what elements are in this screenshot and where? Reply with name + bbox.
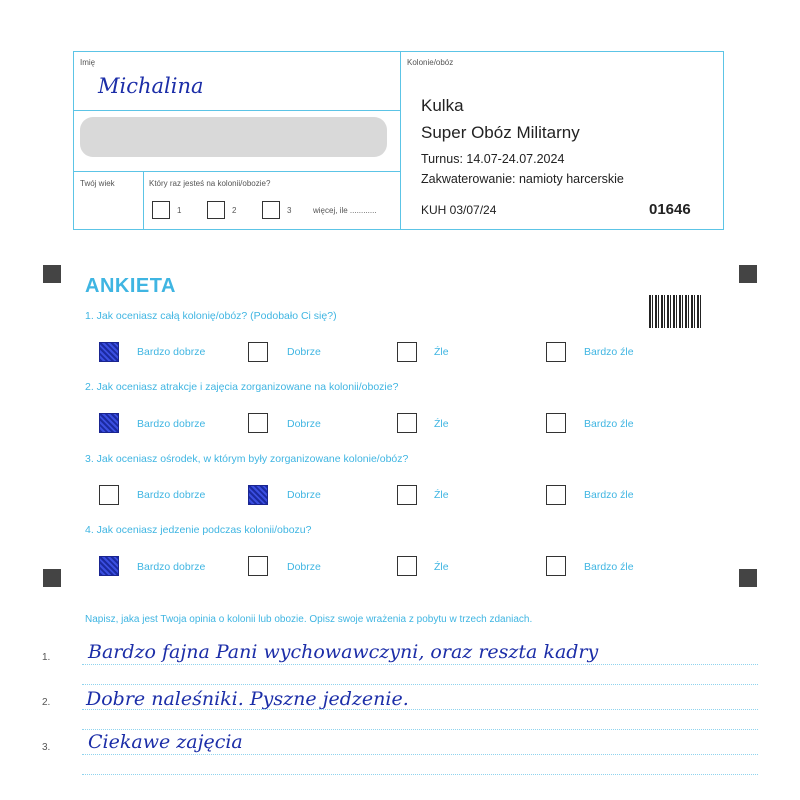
q4-option-dobrze[interactable] bbox=[248, 556, 268, 576]
divider bbox=[143, 171, 144, 230]
q3-label-bardzo-zle: Bardzo źle bbox=[584, 489, 634, 501]
opinion-answer-1[interactable]: Bardzo fajna Pani wychowawczyni, oraz reszta kadry bbox=[88, 641, 599, 663]
q1-label-bardzo-dobrze: Bardzo dobrze bbox=[137, 346, 206, 358]
divider bbox=[74, 110, 400, 111]
camp-turnus: Turnus: 14.07-24.07.2024 bbox=[421, 152, 565, 166]
q4-label-bardzo-dobrze: Bardzo dobrze bbox=[137, 561, 206, 573]
answer-line bbox=[82, 754, 758, 755]
line-number: 1. bbox=[42, 652, 51, 663]
q1-label-bardzo-zle: Bardzo źle bbox=[584, 346, 634, 358]
q4-label-zle: Źle bbox=[434, 561, 449, 573]
q3-option-dobrze[interactable] bbox=[248, 485, 268, 505]
q1-label-zle: Źle bbox=[434, 346, 449, 358]
q1-option-bardzo-zle[interactable] bbox=[546, 342, 566, 362]
divider bbox=[400, 52, 401, 229]
camp-label: Kolonie/obóz bbox=[407, 58, 454, 67]
answer-line bbox=[82, 709, 758, 710]
opinion-answer-2[interactable]: Dobre naleśniki. Pyszne jedzenie. bbox=[86, 688, 409, 710]
times-3-label: 3 bbox=[287, 206, 292, 215]
q2-label-dobrze: Dobrze bbox=[287, 418, 321, 430]
divider bbox=[74, 171, 400, 172]
q4-label-dobrze: Dobrze bbox=[287, 561, 321, 573]
survey-title: ANKIETA bbox=[85, 275, 176, 297]
times-3-checkbox[interactable] bbox=[262, 201, 280, 219]
answer-line bbox=[82, 664, 758, 665]
q4-option-zle[interactable] bbox=[397, 556, 417, 576]
q1-option-zle[interactable] bbox=[397, 342, 417, 362]
question-1: 1. Jak oceniasz całą kolonię/obóz? (Podobało Ci się?) bbox=[85, 310, 337, 322]
q3-option-bardzo-zle[interactable] bbox=[546, 485, 566, 505]
question-4: 4. Jak oceniasz jedzenie podczas kolonii/obozu? bbox=[85, 524, 312, 536]
answer-line bbox=[82, 774, 758, 775]
question-2: 2. Jak oceniasz atrakcje i zajęcia zorganizowane na kolonii/obozie? bbox=[85, 381, 399, 393]
times-2-checkbox[interactable] bbox=[207, 201, 225, 219]
name-label: Imię bbox=[80, 58, 96, 67]
redacted-surname bbox=[80, 117, 387, 157]
q2-label-bardzo-zle: Bardzo źle bbox=[584, 418, 634, 430]
times-2-label: 2 bbox=[232, 206, 237, 215]
camp-accommodation: Zakwaterowanie: namioty harcerskie bbox=[421, 172, 624, 186]
line-number: 3. bbox=[42, 742, 51, 753]
q2-label-zle: Źle bbox=[434, 418, 449, 430]
barcode bbox=[649, 295, 703, 328]
q2-option-zle[interactable] bbox=[397, 413, 417, 433]
q1-option-dobrze[interactable] bbox=[248, 342, 268, 362]
times-1-label: 1 bbox=[177, 206, 182, 215]
q3-label-bardzo-dobrze: Bardzo dobrze bbox=[137, 489, 206, 501]
q2-option-bardzo-dobrze[interactable] bbox=[99, 413, 119, 433]
q4-option-bardzo-dobrze[interactable] bbox=[99, 556, 119, 576]
line-number: 2. bbox=[42, 697, 51, 708]
opinion-answer-3[interactable]: Ciekawe zajęcia bbox=[88, 731, 243, 753]
q3-label-dobrze: Dobrze bbox=[287, 489, 321, 501]
times-label: Który raz jesteś na kolonii/obozie? bbox=[149, 179, 271, 188]
q3-label-zle: Źle bbox=[434, 489, 449, 501]
name-field[interactable]: Michalina bbox=[98, 74, 204, 98]
q1-option-bardzo-dobrze[interactable] bbox=[99, 342, 119, 362]
camp-name: Kulka bbox=[421, 96, 464, 115]
camp-title: Super Obóz Militarny bbox=[421, 123, 580, 142]
alignment-marker bbox=[43, 569, 61, 587]
q4-option-bardzo-zle[interactable] bbox=[546, 556, 566, 576]
times-1-checkbox[interactable] bbox=[152, 201, 170, 219]
alignment-marker bbox=[739, 569, 757, 587]
q2-option-bardzo-zle[interactable] bbox=[546, 413, 566, 433]
form-number: 01646 bbox=[649, 201, 691, 218]
q4-label-bardzo-zle: Bardzo źle bbox=[584, 561, 634, 573]
answer-line bbox=[82, 729, 758, 730]
answer-line bbox=[82, 684, 758, 685]
q3-option-bardzo-dobrze[interactable] bbox=[99, 485, 119, 505]
q2-label-bardzo-dobrze: Bardzo dobrze bbox=[137, 418, 206, 430]
alignment-marker bbox=[739, 265, 757, 283]
camp-code: KUH 03/07/24 bbox=[421, 203, 497, 217]
alignment-marker bbox=[43, 265, 61, 283]
q2-option-dobrze[interactable] bbox=[248, 413, 268, 433]
q3-option-zle[interactable] bbox=[397, 485, 417, 505]
question-3: 3. Jak oceniasz ośrodek, w którym były zorganizowane kolonie/obóz? bbox=[85, 453, 409, 465]
opinion-prompt: Napisz, jaka jest Twoja opinia o kolonii lub obozie. Opisz swoje wrażenia z pobytu w trzech zdaniach. bbox=[85, 614, 533, 625]
age-label: Twój wiek bbox=[80, 179, 115, 188]
q1-label-dobrze: Dobrze bbox=[287, 346, 321, 358]
times-more-label: więcej, ile ............ bbox=[313, 206, 377, 215]
